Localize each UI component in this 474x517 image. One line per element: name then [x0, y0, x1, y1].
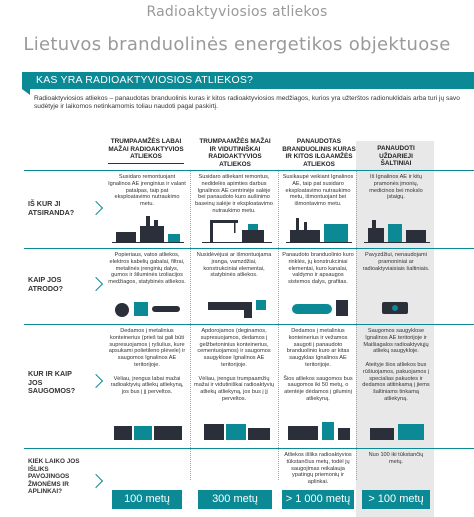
cell-r2-c4: Pavyzdžiui, nenaudojami pramoniniai ar radioaktyviaisiais šaltiniais.	[362, 252, 430, 272]
waste-items-icon	[112, 294, 184, 320]
section-banner: KAS YRA RADIOAKTYVIOSIOS ATLIEKOS?	[22, 72, 474, 89]
column-header-2: TRUMPAAMŽĖS MAŽAI IR VIDUTINIŠKAI RADIOAKTYVIOS ATLIEKOS	[196, 138, 274, 171]
row-divider	[24, 170, 474, 171]
duration-pill-2: 300 metų	[198, 490, 272, 509]
column-header-3: PANAUDOTAS BRANDUOLINIS KURAS IR KITOS ILGAAMŽĖS ATLIEKOS	[282, 138, 356, 171]
cell-r2-c2: Nusidėvėjusi ar išmontuojama įranga, vamzdžiai, konstrukciniai elementai, statybinės atliekos.	[196, 252, 272, 279]
cell-r1-c1: Susidaro remontuojant Ignalinos AE įrenginius ir valant patalpas, taip pat eksploatavimo nutraukimo metu.	[108, 174, 186, 208]
duration-note-col4: Nuo 100 iki tūkstančių metų.	[368, 452, 424, 465]
row-divider	[24, 248, 474, 249]
column-divider	[278, 170, 279, 480]
cell-r3-c3: Dedamos į metalinius konteinerius ir vežamos saugoti į panaudoto branduolinio kuro ar kitas saugyklas Ignalinos AE teritorijoje. Šios atliekos saugomos bus saugomos iki 50 metų, o atentėje dėdamos į giluminį atliekyną.	[283, 328, 353, 402]
row-label-duration: KIEK LAIKO JOS IŠLIKS PAVOJINGOS ŽMONĖMS IR APLINKAI?	[28, 458, 80, 496]
reactor-building-icon	[112, 214, 184, 244]
column-header-4: PANAUDOTI UŽDARIEJI ŠALTINIAI	[364, 145, 428, 171]
cell-r3-c2: Apdorojamos (deginamos, supresuojamos, dedamos į gelžbetoninius konteinerius, cementuojamos) ir saugomos saugyklose Ignalinos AE teritorijoje. Vėliau, įrengus trumpaamžių mažai ir vidutiniškai radioaktyvių atliekų atliekyną, jos bus į jį perveltos.	[194, 328, 274, 402]
chevron-right-icon	[89, 474, 103, 488]
column-header-1: TRUMPAAMŽĖS LABAI MAŽAI RADIOAKTYVIOS ATLIEKOS	[108, 138, 184, 164]
row-label-storage: KUR IR KAIP JOS SAUGOMOS?	[28, 369, 76, 396]
page-title-line2: Lietuvos branduolinės energetikos objektuose	[23, 34, 451, 55]
duration-note-col3: Atliekos išliks radioaktyvios tūkstančius metų, todėl jų saugojimas reikalauja ypatingų priemonių ir aplinkai.	[284, 452, 352, 486]
column-divider	[190, 170, 191, 480]
duration-pill-4: > 100 metų	[362, 490, 430, 509]
intro-text: Radioaktyviosios atliekos – panaudotas branduolinis kuras ir kitos radioaktyviosios medžiagos, kurios yra užterštos radionuklidais arba turi jų savo sudėtyje ir laikomos netinkamomis toliau naudoti pagal paskirtį.	[34, 95, 460, 111]
pipe-icon	[202, 294, 272, 320]
row-label-source: IŠ KUR JI ATSIRANDA?	[28, 199, 75, 217]
duration-pill-3: > 1 000 metų	[282, 490, 354, 509]
chevron-right-icon	[89, 201, 103, 215]
cell-r3-c4: Saugomos saugyklose Ignalinos AE teritorijoje ir Maišiagalos radioaktyviųjų atliekų saugykloje. Ateityje šios atliekos bus rūšiuojamos, pakuojamos į specialias pakuotes ir dedamos atitinkamą į jiems šaltiniams tinkamą atliekyną.	[362, 328, 430, 402]
chevron-right-icon	[89, 374, 103, 388]
row-divider	[24, 448, 474, 449]
concrete-containers-icon	[202, 420, 272, 442]
cell-r1-c2: Susidaro atliekant remontus, nedidelės apimties darbus Ignalinos AE centrinėje salėje bei panaudoto kuro aušinimo baseinų salėje ir eksploatavimo nutraukimo metu.	[195, 174, 273, 214]
repository-icon	[368, 420, 428, 442]
row-divider	[24, 324, 474, 325]
metal-containers-icon	[112, 420, 184, 442]
column-divider	[356, 170, 357, 480]
page-title-line1: Radioaktyviosios atliekos	[146, 4, 328, 20]
banner-notch	[22, 89, 30, 95]
cell-r3-c1: Dedamos į metalinius konteinerius (prieš tai gali būti supresuojamos į ryšulius, kure apsukami polietileno plėvele) ir saugomos Ignalinos AE teritorijoje. Vėliau, įrengus labai mažai radioaktyvių atliekų atliekyną, jos bus į jį perveltos.	[108, 328, 186, 396]
row-label-appearance: KAIP JOS ATRODO?	[28, 275, 63, 293]
cell-r2-c3: Panaudoto branduolinio kuro rinklės, jų konstrukciniai elementai, kuro kanalai, valdymo ir apsaugos sistemos dalys, grafitas.	[282, 252, 354, 286]
cell-r2-c1: Popieriaus, vatos atliekos, elektros kabelių gabalai, filtrai, metalinės įrenginių dalys, gumos ir šiluminės izoliacijos medžiagos, statybinės atliekos.	[108, 252, 186, 286]
cell-r1-c3: Susikaupė veikiant Ignalinos AE, taip pat susidaro eksploatavimo nutraukimo metu, išmontuojant bei išmontavimo metu.	[282, 174, 354, 208]
fuel-rods-icon	[286, 294, 352, 320]
cell-r1-c4: Iš Ignalinos AE ir kitų pramonės įmonių, medicinos bei mokslo įstaigų.	[369, 174, 423, 201]
chevron-right-icon	[89, 277, 103, 291]
crane-icon	[202, 214, 272, 244]
sealed-source-icon	[372, 294, 422, 320]
duration-pill-1: 100 metų	[112, 490, 182, 509]
hospital-factory-icon	[364, 214, 430, 244]
storage-facility-icon	[286, 420, 352, 442]
fuel-storage-icon	[286, 214, 352, 244]
